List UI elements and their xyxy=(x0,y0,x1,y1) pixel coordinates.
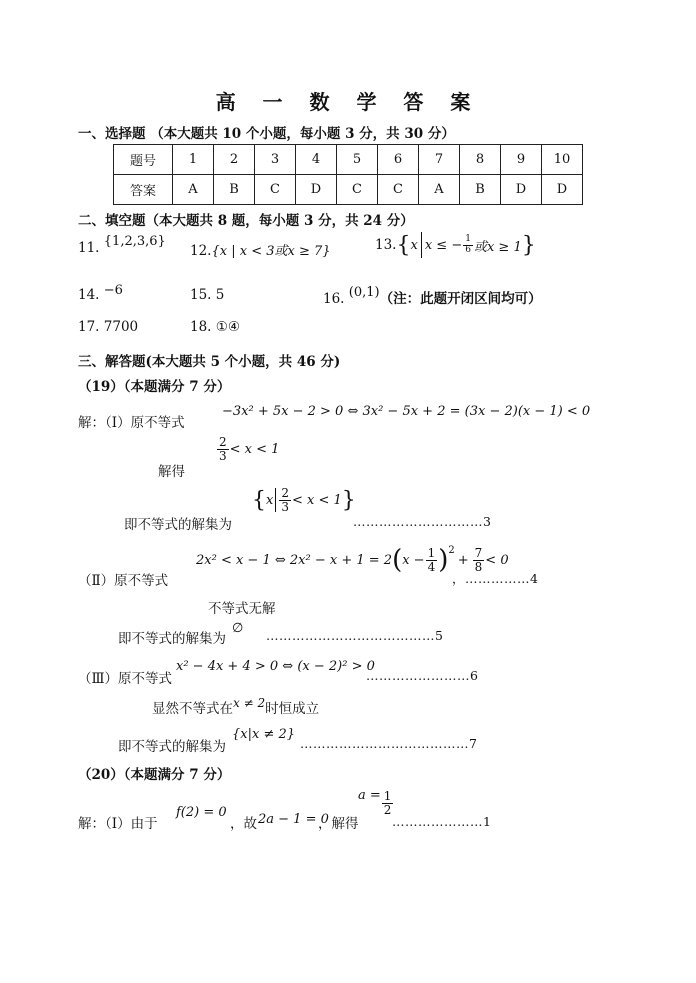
p19-iii-obvious-b: x ≠ 2 xyxy=(233,696,266,710)
p20-i-a-eq: a = xyxy=(358,787,381,803)
score-mark-6: ……………………6 xyxy=(366,668,479,683)
p19-set-frac-num: 2 xyxy=(281,486,289,500)
answer-cell: D xyxy=(501,175,542,205)
q11-number: 11. xyxy=(78,240,100,256)
section-1-heading: 一、选择题 （本大题共 10 个小题，每小题 3 分，共 30 分） xyxy=(78,126,455,142)
p19-solve-fraction xyxy=(217,436,229,462)
answer-table xyxy=(113,144,583,205)
answer-cell: C xyxy=(378,175,419,205)
q13-var: x xyxy=(410,237,418,253)
section-2-heading: 二、填空题（本大题共 8 题，每小题 3 分，共 24 分） xyxy=(78,213,414,229)
p19-ii-frac2-num: 7 xyxy=(474,545,483,560)
score-mark-7: …………………………………7 xyxy=(300,736,478,751)
q16-note: （注：此题开闭区间均可） xyxy=(379,291,542,307)
p19-set-x: x xyxy=(266,492,274,508)
answer-cell: D xyxy=(542,175,583,205)
answer-cell: C xyxy=(255,175,296,205)
question-number: 6 xyxy=(378,145,419,175)
p19-solve-rest: < x < 1 xyxy=(229,441,280,457)
table-row-answers xyxy=(114,175,583,205)
answer-cell: D xyxy=(296,175,337,205)
q16-answer: (0,1) xyxy=(348,285,380,300)
p19-ii-square: 2 xyxy=(448,545,455,556)
p19-set-rest: < x < 1 xyxy=(291,492,342,508)
q11 xyxy=(78,234,166,256)
p19-ii-fraction-1 xyxy=(426,547,438,573)
q11-answer: {1,2,3,6} xyxy=(103,234,166,249)
question-number: 5 xyxy=(337,145,378,175)
p20-i-label: 解：（Ⅰ）由于 xyxy=(78,816,158,832)
answer-cell: A xyxy=(419,175,460,205)
p20-i-fraction xyxy=(382,790,394,816)
p19-ii-label: （Ⅱ）原不等式 xyxy=(78,573,169,589)
q13 xyxy=(375,232,536,258)
p19-solve-frac-den: 3 xyxy=(219,448,227,463)
brace-left-icon: { xyxy=(252,487,266,513)
problem-19-heading: （19）（本题满分 7 分） xyxy=(78,379,231,395)
q13-fraction xyxy=(463,235,473,255)
q13-bar xyxy=(421,232,422,258)
score-mark-3: …………………………3 xyxy=(353,514,492,529)
brace-left-icon: { xyxy=(396,232,411,258)
p19-iii-set: {x|x ≠ 2} xyxy=(232,727,296,742)
p19-solve-frac-num: 2 xyxy=(219,435,227,449)
q15: 15. 5 xyxy=(190,287,225,303)
q13-frac-num: 1 xyxy=(465,234,471,245)
p19-ii-paren-a: x − xyxy=(402,552,425,568)
q12-answer: {x | x < 3或x ≥ 7} xyxy=(211,244,331,259)
answer-cell: B xyxy=(214,175,255,205)
q18: 18. ①④ xyxy=(190,319,240,335)
p19-ii-lt: < 0 xyxy=(485,552,509,568)
q16 xyxy=(323,287,542,307)
p19-set-frac-den: 3 xyxy=(281,499,289,514)
p19-iii-obvious-a: 显然不等式在 xyxy=(152,701,233,717)
question-number: 3 xyxy=(255,145,296,175)
p19-iii-set-label: 即不等式的解集为 xyxy=(118,739,226,755)
p19-solve-expr xyxy=(216,436,279,462)
p19-ii-frac1-den: 4 xyxy=(427,559,436,574)
p19-set-bar xyxy=(275,488,276,512)
p19-iii-label: （Ⅲ）原不等式 xyxy=(78,671,173,687)
p19-iii-equation: x² − 4x + 4 > 0 ⇔ (x − 2)² > 0 xyxy=(176,659,375,674)
score-mark-4: ，……………4 xyxy=(452,571,539,586)
p19-i-equation: −3x² + 5x − 2 > 0 ⇔ 3x² − 5x + 2 = (3x − 2)(x − 1) < 0 xyxy=(222,404,591,419)
q16-number: 16. xyxy=(323,291,345,307)
answer-cell: C xyxy=(337,175,378,205)
question-number: 8 xyxy=(460,145,501,175)
q14 xyxy=(78,283,123,303)
answer-cell: A xyxy=(173,175,214,205)
q17: 17. 7700 xyxy=(78,319,139,335)
question-number: 4 xyxy=(296,145,337,175)
score-mark-1: …………………1 xyxy=(392,814,492,829)
p20-i-frac-den: 2 xyxy=(383,802,392,817)
score-mark-5: …………………………………5 xyxy=(266,628,444,643)
p20-i-c: ，解得 xyxy=(318,816,359,832)
p19-ii-frac1-num: 1 xyxy=(427,545,436,560)
p20-i-frac-num: 1 xyxy=(383,789,392,803)
p20-i-f: f(2) = 0 xyxy=(176,805,227,820)
brace-right-icon: } xyxy=(521,232,536,258)
table-answer-label: 答案 xyxy=(114,175,173,205)
p19-set-label: 即不等式的解集为 xyxy=(124,517,232,533)
q12 xyxy=(190,240,331,259)
p19-ii-no-solution: 不等式无解 xyxy=(208,601,276,617)
p20-i-eq: 2a − 1 = 0 xyxy=(258,812,329,827)
p19-iii-obvious xyxy=(152,697,319,717)
p19-set-expr xyxy=(252,487,356,513)
section-3-heading: 三、解答题(本大题共 5 个小题，共 46 分) xyxy=(78,354,341,370)
p19-i-label: 解：（Ⅰ）原不等式 xyxy=(78,415,185,431)
paren-right: ) xyxy=(438,545,449,575)
p20-i-b: ，故 xyxy=(230,816,257,832)
p19-ii-plus: + xyxy=(457,552,469,568)
q14-number: 14. xyxy=(78,287,100,303)
p19-solve-label: 解得 xyxy=(158,464,185,480)
p19-ii-frac2-den: 8 xyxy=(474,559,483,574)
empty-set-icon: ∅ xyxy=(232,621,244,636)
paren-left: ( xyxy=(392,545,403,575)
table-row-numbers xyxy=(114,145,583,175)
question-number: 9 xyxy=(501,145,542,175)
p19-ii-set-label: 即不等式的解集为 xyxy=(118,631,226,647)
q13-number: 13. xyxy=(375,237,397,253)
q13-frac-den: 6 xyxy=(465,244,471,255)
question-number: 1 xyxy=(173,145,214,175)
q13-left: x ≤ − xyxy=(424,237,463,253)
p19-iii-obvious-c: 时恒成立 xyxy=(265,701,320,717)
q12-number: 12. xyxy=(190,243,212,259)
question-number: 10 xyxy=(542,145,583,175)
answer-cell: B xyxy=(460,175,501,205)
question-number: 7 xyxy=(419,145,460,175)
question-number: 2 xyxy=(214,145,255,175)
q14-answer: −6 xyxy=(103,283,123,298)
brace-right-icon: } xyxy=(341,487,356,513)
p19-ii-eq-a: 2x² < x − 1 ⇔ 2x² − x + 1 = 2 xyxy=(196,552,393,568)
table-header-label: 题号 xyxy=(114,145,173,175)
p19-set-fraction xyxy=(279,487,291,513)
problem-20-heading: （20）（本题满分 7 分） xyxy=(78,767,231,783)
q13-right: 或x ≥ 1 xyxy=(473,239,522,255)
p20-i-a-value xyxy=(358,787,394,817)
page-title: 高 一 数 学 答 案 xyxy=(215,90,481,114)
